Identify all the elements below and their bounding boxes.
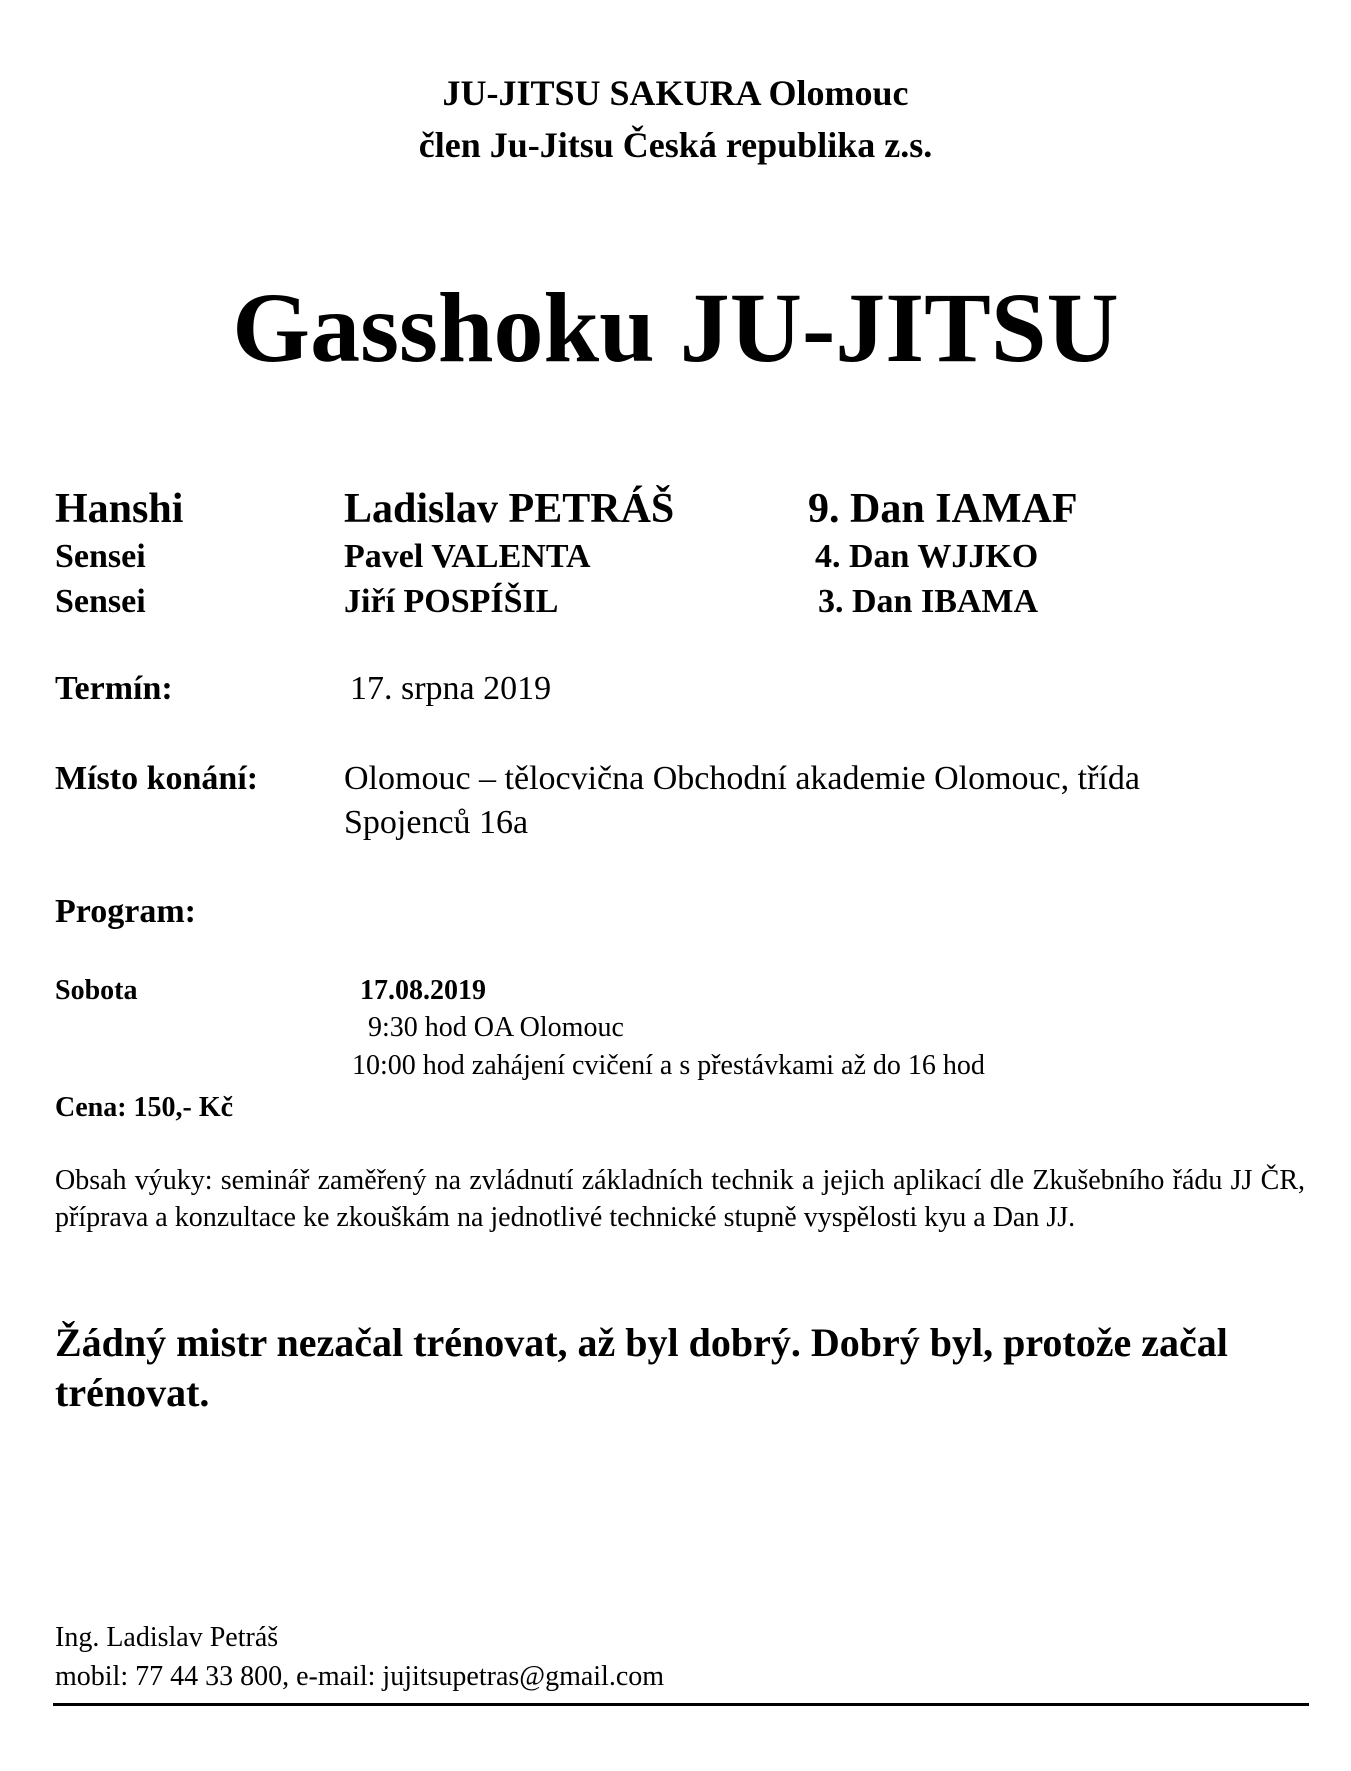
page-title: Gasshoku JU-JITSU xyxy=(232,272,1119,383)
instructor-name-2: Pavel VALENTA xyxy=(344,538,591,575)
instructor-rank-1: 9. Dan IAMAF xyxy=(808,486,1078,532)
motto: Žádný mistr nezačal trénovat, až byl dobrý. Dobrý byl, protože začal trénovat. xyxy=(55,1320,1228,1415)
program-label: Program: xyxy=(55,893,196,930)
instructor-title-3: Sensei xyxy=(55,583,146,620)
instructor-rank-3: 3. Dan IBAMA xyxy=(818,583,1039,620)
termin-label: Termín: xyxy=(55,670,173,707)
instructor-title-1: Hanshi xyxy=(55,486,184,532)
club-membership: člen Ju-Jitsu Česká republika z.s. xyxy=(418,125,933,165)
instructor-rank-2: 4. Dan WJJKO xyxy=(815,538,1039,575)
instructor-name-1: Ladislav PETRÁŠ xyxy=(344,486,675,532)
contact-details: mobil: 77 44 33 800, e-mail: jujitsupetras@gmail.com xyxy=(55,1661,665,1692)
venue-line-2: Spojenců 16a xyxy=(344,804,529,841)
program-item-1: 9:30 hod OA Olomouc xyxy=(368,1012,624,1043)
termin-value: 17. srpna 2019 xyxy=(350,670,552,707)
program-day: Sobota xyxy=(55,975,138,1006)
venue-label: Místo konání: xyxy=(55,760,259,797)
program-date: 17.08.2019 xyxy=(360,975,486,1006)
price: Cena: 150,- Kč xyxy=(55,1092,234,1123)
bottom-rule xyxy=(53,1703,1309,1706)
contact-name: Ing. Ladislav Petráš xyxy=(55,1622,279,1653)
venue-line-1: Olomouc – tělocvična Obchodní akademie Olomouc, třída xyxy=(344,760,1140,797)
program-item-2: 10:00 hod zahájení cvičení a s přestávkami až do 16 hod xyxy=(352,1050,985,1081)
course-content: Obsah výuky: seminář zaměřený na zvládnutí základních technik a jejich aplikací dle Zkušebního řádu JJ ČR, příprava a konzultace ke zkouškám na jednotlivé technické stupně vyspělosti kyu a Dan JJ. xyxy=(55,1165,1305,1233)
instructor-name-3: Jiří POSPÍŠIL xyxy=(344,583,559,620)
club-name: JU-JITSU SAKURA Olomouc xyxy=(442,73,909,113)
instructor-title-2: Sensei xyxy=(55,538,146,575)
